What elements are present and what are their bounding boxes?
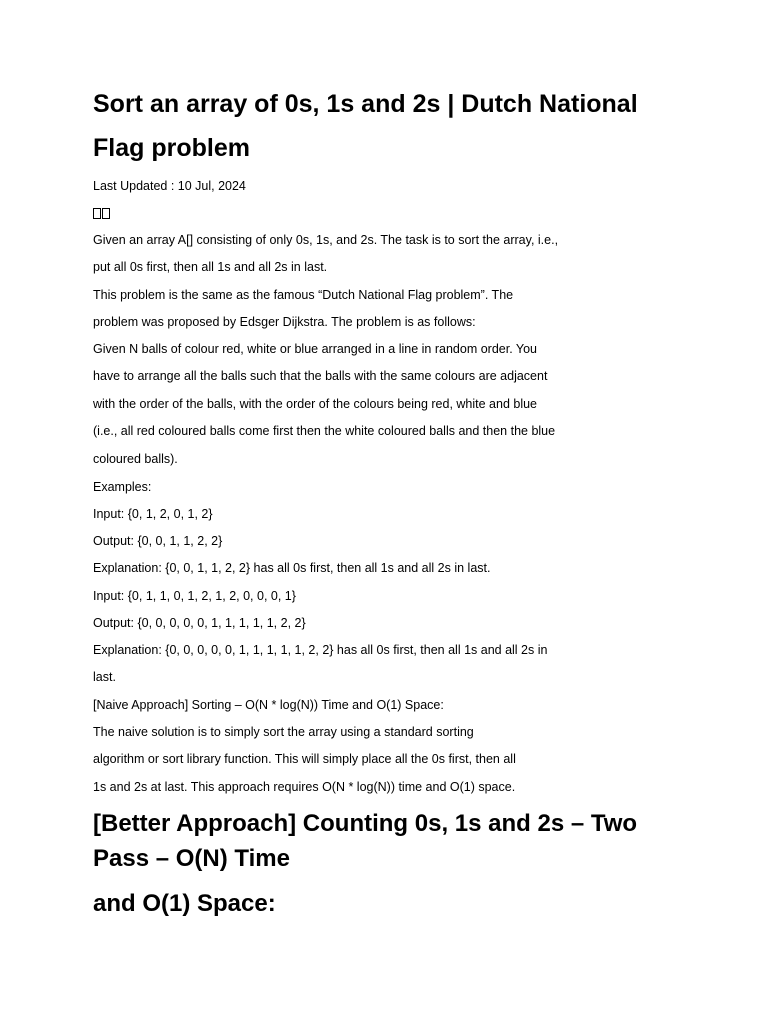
page-title: Sort an array of 0s, 1s and 2s | Dutch National Flag problem — [93, 90, 638, 162]
missing-glyph-icon — [93, 203, 111, 223]
example-2-explanation: Explanation: {0, 0, 0, 0, 0, 1, 1, 1, 1, 1, 2, 2} has all 0s first, then all 1s and all 2s in last. — [93, 643, 548, 685]
intro-paragraph-2: This problem is the same as the famous “Dutch National Flag problem”. The problem was proposed by Edsger Dijkstra. The problem is as follows: — [93, 288, 514, 330]
better-approach-heading: [Better Approach] Counting 0s, 1s and 2s – Two Pass – O(N) Time — [93, 810, 638, 872]
example-1-input: Input: {0, 1, 2, 0, 1, 2} — [93, 507, 213, 521]
example-2-output: Output: {0, 0, 0, 0, 0, 1, 1, 1, 1, 1, 2, 2} — [93, 616, 306, 630]
example-1-output: Output: {0, 0, 1, 1, 2, 2} — [93, 534, 223, 548]
examples-label: Examples: — [93, 480, 152, 494]
example-1-explanation: Explanation: {0, 0, 1, 1, 2, 2} has all 0s first, then all 1s and all 2s in last. — [93, 561, 491, 575]
naive-approach-heading: [Naive Approach] Sorting – O(N * log(N)) Time and O(1) Space: — [93, 698, 444, 712]
better-approach-heading-continued: and O(1) Space: — [93, 890, 276, 917]
intro-paragraph-1: Given an array A[] consisting of only 0s, 1s, and 2s. The task is to sort the array, i.e., put all 0s first, then all 1s and all 2s in last. — [93, 233, 559, 275]
example-2-input: Input: {0, 1, 1, 0, 1, 2, 1, 2, 0, 0, 0, 1} — [93, 589, 296, 603]
naive-approach-text: The naive solution is to simply sort the array using a standard sorting algorithm or sort library function. This will simply place all the 0s first, then all 1s and 2s at last. This approach requires O(N * log(N)) time and O(1) space. — [93, 725, 516, 794]
last-updated: Last Updated : 10 Jul, 2024 — [93, 179, 246, 193]
intro-paragraph-3: Given N balls of colour red, white or blue arranged in a line in random order. You have to arrange all the balls such that the balls with the same colours are adjacent with the order of the balls, with the order of the colours being red, white and blue (i.e., all red coloured balls come first then the white coloured balls and then the blue coloured balls). — [93, 342, 556, 466]
